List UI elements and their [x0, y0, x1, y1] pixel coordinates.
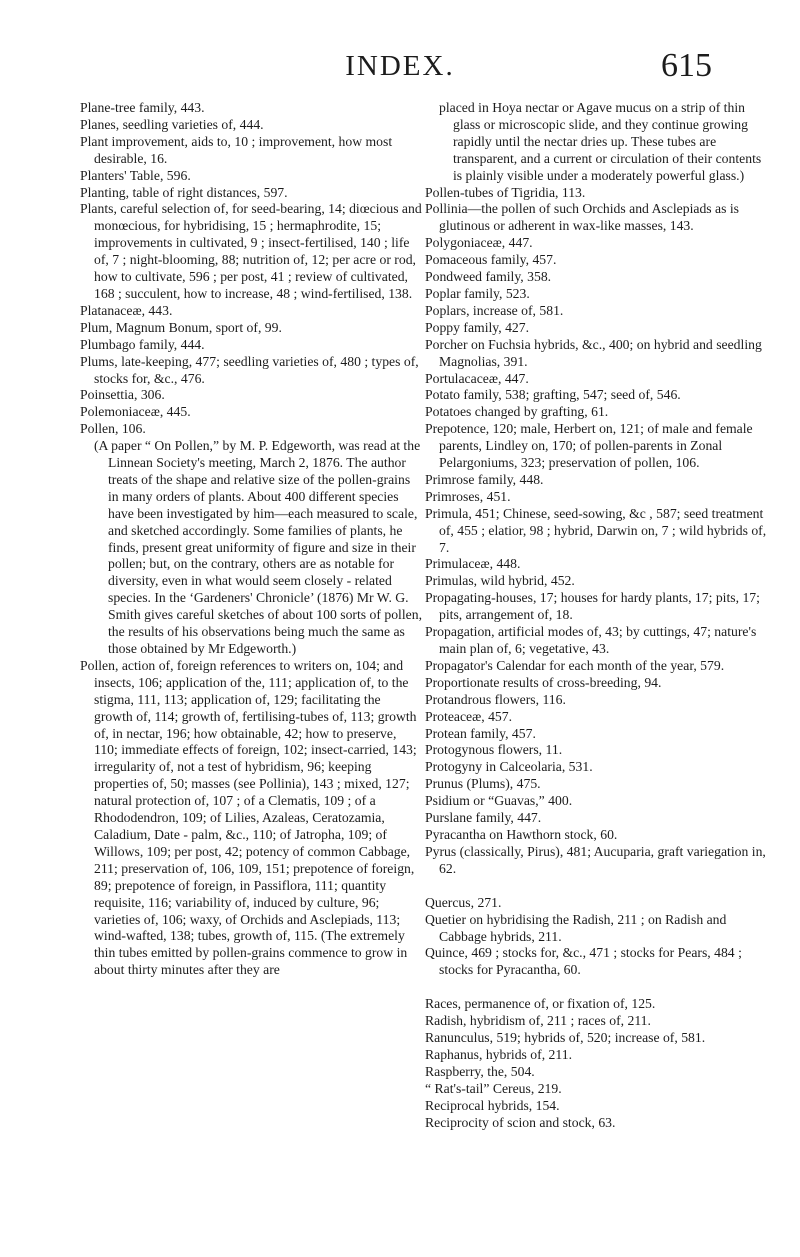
index-entry: Prunus (Plums), 475.	[425, 776, 541, 792]
index-entry: Reciprocity of scion and stock, 63.	[425, 1114, 616, 1130]
index-entry: Plumbago family, 444.	[80, 336, 205, 352]
index-entry: Pomaceous family, 457.	[425, 252, 557, 268]
index-entry: Planters' Table, 596.	[80, 167, 191, 183]
index-entry: Pyrus (classically, Pirus), 481; Aucuparia, graft variegation in, 62.	[425, 843, 766, 876]
index-entry: Proportionate results of cross-breeding, 94.	[425, 674, 662, 690]
section-gap	[425, 878, 770, 895]
index-entry: Protogynous flowers, 11.	[425, 742, 563, 758]
index-entry: Potato family, 538; grafting, 547; seed of, 546.	[425, 387, 681, 403]
index-entry: Quetier on hybridising the Radish, 211 ; on Radish and Cabbage hybrids, 211.	[425, 911, 727, 944]
index-entry: Ranunculus, 519; hybrids of, 520; increase of, 581.	[425, 1030, 706, 1046]
index-entry: Pondweed family, 358.	[425, 269, 552, 285]
section-gap	[425, 979, 770, 996]
index-entry: Primulaceæ, 448.	[425, 556, 521, 572]
index-entry: Polygoniaceæ, 447.	[425, 235, 533, 251]
index-entry: Planting, table of right distances, 597.	[80, 184, 288, 200]
index-entry: Raphanus, hybrids of, 211.	[425, 1046, 572, 1062]
index-entry: Propagator's Calendar for each month of the year, 579.	[425, 657, 725, 673]
index-entry: Quercus, 271.	[425, 894, 502, 910]
index-entry: Platanaceæ, 443.	[80, 302, 173, 318]
index-entry: “ Rat's-tail” Cereus, 219.	[425, 1080, 562, 1096]
index-entry: Propagating-houses, 17; houses for hardy plants, 17; pits, 17; pits, arrangement of, 18.	[425, 590, 760, 623]
index-entry: Porcher on Fuchsia hybrids, &c., 400; on hybrid and seedling Magnolias, 391.	[425, 336, 762, 369]
index-column-right	[425, 100, 770, 1131]
index-entry: Pollen, action of, foreign references to writers on, 104; and insects, 106; application of the, 111; application of, to the stigma, 111, 113; application of, 129; facilitating the growth of, 114; growth of, fertilising-tubes of, 113; growth of, in nectar, 196; how obtainable, 42; how to preserve, 110; immediate effects of foreign, 102; insect-carried, 143; irregularity of, not a test of hybridism, 96; keeping properties of, 50; masses (see Pollinia), 143 ; mixed, 127; natural protection of, 107 ; of a Clematis, 109 ; of a Rhododendron, 109; of Lilies, Azaleas, Ceratozamia, Caladium, Date - palm, &c., 110; of Jatropha, 109; of Willows, 109; per post, 42; potency of common Cabbage, 211; preservation of, 106, 109, 151; prepotence of foreign, 89; prepotence of foreign, in Passiflora, 111; quantity requisite, 116; variability of, induced by culture, 96; varieties of, 106; waxy, of Orchids and Asclepiads, 113; wind-wafted, 138; tubes, growth of, 115. (The extremely thin tubes emitted by pollen-grains commence to grow in about thirty minutes after they are	[80, 657, 417, 978]
index-entry: Portulacaceæ, 447.	[425, 370, 529, 386]
index-entry: Plums, late-keeping, 477; seedling varieties of, 480 ; types of, stocks for, &c., 476.	[80, 353, 419, 386]
index-entry: Poplars, increase of, 581.	[425, 302, 564, 318]
index-entry: Plants, careful selection of, for seed-bearing, 14; diœcious and monœcious, for hybridising, 15 ; hermaphrodite, 15; improvements in cultivated, 9 ; insect-fertilised, 140 ; life of, 7 ; night-blooming, 88; nutrition of, 12; per acre or rod, how to cultivate, 596 ; per post, 41 ; review of cultivated, 168 ; succulent, how to increase, 48 ; wind-fertilised, 138.	[80, 201, 422, 301]
index-entry: Radish, hybridism of, 211 ; races of, 211.	[425, 1013, 651, 1029]
index-entry: Protogyny in Calceolaria, 531.	[425, 759, 593, 775]
index-entry: Poinsettia, 306.	[80, 387, 165, 403]
index-entry: Primrose family, 448.	[425, 471, 544, 487]
index-entry: Raspberry, the, 504.	[425, 1063, 535, 1079]
index-entry: Reciprocal hybrids, 154.	[425, 1097, 560, 1113]
index-note: (A paper “ On Pollen,” by M. P. Edgeworth, was read at the Linnean Society's meeting, March 2, 1876. The author treats of the shape and relative size of the pollen-grains in many orders of plants. About 400 different species have been investigated by him—each measured to scale, and sketched accordingly. Some families of plants, he finds, present great uniformity of figure and size in their pollen; but, on the contrary, others are as notable for diversity, even in what would seem closely - related species. In the ‘Gardeners' Chronicle’ (1876) Mr W. G. Smith gives careful sketches of about 100 sorts of pollen, the results of his observations being much the same as those obtained by Mr Edgeworth.)	[94, 438, 422, 656]
index-entry: Primulas, wild hybrid, 452.	[425, 573, 575, 589]
index-entry: Poppy family, 427.	[425, 319, 530, 335]
index-entry: Planes, seedling varieties of, 444.	[80, 116, 264, 132]
page-header-title: INDEX.	[345, 50, 455, 82]
index-note: placed in Hoya nectar or Agave mucus on a strip of thin glass or microscopic slide, and they continue growing rapidly until the nectar dries up. These tubes are transparent, and a current or circulation of their contents is plainly visible under a moderately powerful glass.)	[439, 100, 762, 183]
index-entry: Potatoes changed by grafting, 61.	[425, 404, 609, 420]
index-column-left	[80, 100, 422, 979]
index-entry: Quince, 469 ; stocks for, &c., 471 ; stocks for Pears, 484 ; stocks for Pyracantha, 60.	[425, 945, 742, 978]
index-entry: Prepotence, 120; male, Herbert on, 121; of male and female parents, Lindley on, 170; of pollen-parents in Zonal Pelargoniums, 323; preservation of pollen, 106.	[425, 421, 753, 471]
index-entry: Protean family, 457.	[425, 725, 536, 741]
index-entry: Polemoniaceæ, 445.	[80, 404, 191, 420]
index-entry: Poplar family, 523.	[425, 285, 530, 301]
index-entry: Protandrous flowers, 116.	[425, 691, 566, 707]
index-entry: Propagation, artificial modes of, 43; by cuttings, 47; nature's main plan of, 6; vegetative, 43.	[425, 624, 757, 656]
index-entry: Pollen, 106.	[80, 421, 146, 437]
index-entry: Plum, Magnum Bonum, sport of, 99.	[80, 319, 282, 335]
index-entry: Psidium or “Guavas,” 400.	[425, 793, 573, 809]
index-entry: Plane-tree family, 443.	[80, 100, 205, 115]
index-entry: Primula, 451; Chinese, seed-sowing, &c , 587; seed treatment of, 455 ; elatior, 98 ; hybrid, Darwin on, 7 ; wild hybrids of, 7.	[425, 505, 767, 555]
page-number: 615	[661, 47, 712, 84]
index-entry: Proteaceæ, 457.	[425, 708, 513, 724]
index-entry: Races, permanence of, or fixation of, 125.	[425, 996, 656, 1012]
index-entry: Pyracantha on Hawthorn stock, 60.	[425, 826, 618, 842]
index-entry: Plant improvement, aids to, 10 ; improvement, how most desirable, 16.	[80, 133, 393, 166]
index-entry: Pollen-tubes of Tigridia, 113.	[425, 184, 586, 200]
index-entry: Purslane family, 447.	[425, 810, 542, 826]
index-entry: Pollinia—the pollen of such Orchids and Asclepiads as is glutinous or adherent in wax-like masses, 143.	[425, 201, 740, 234]
index-entry: Primroses, 451.	[425, 488, 511, 504]
